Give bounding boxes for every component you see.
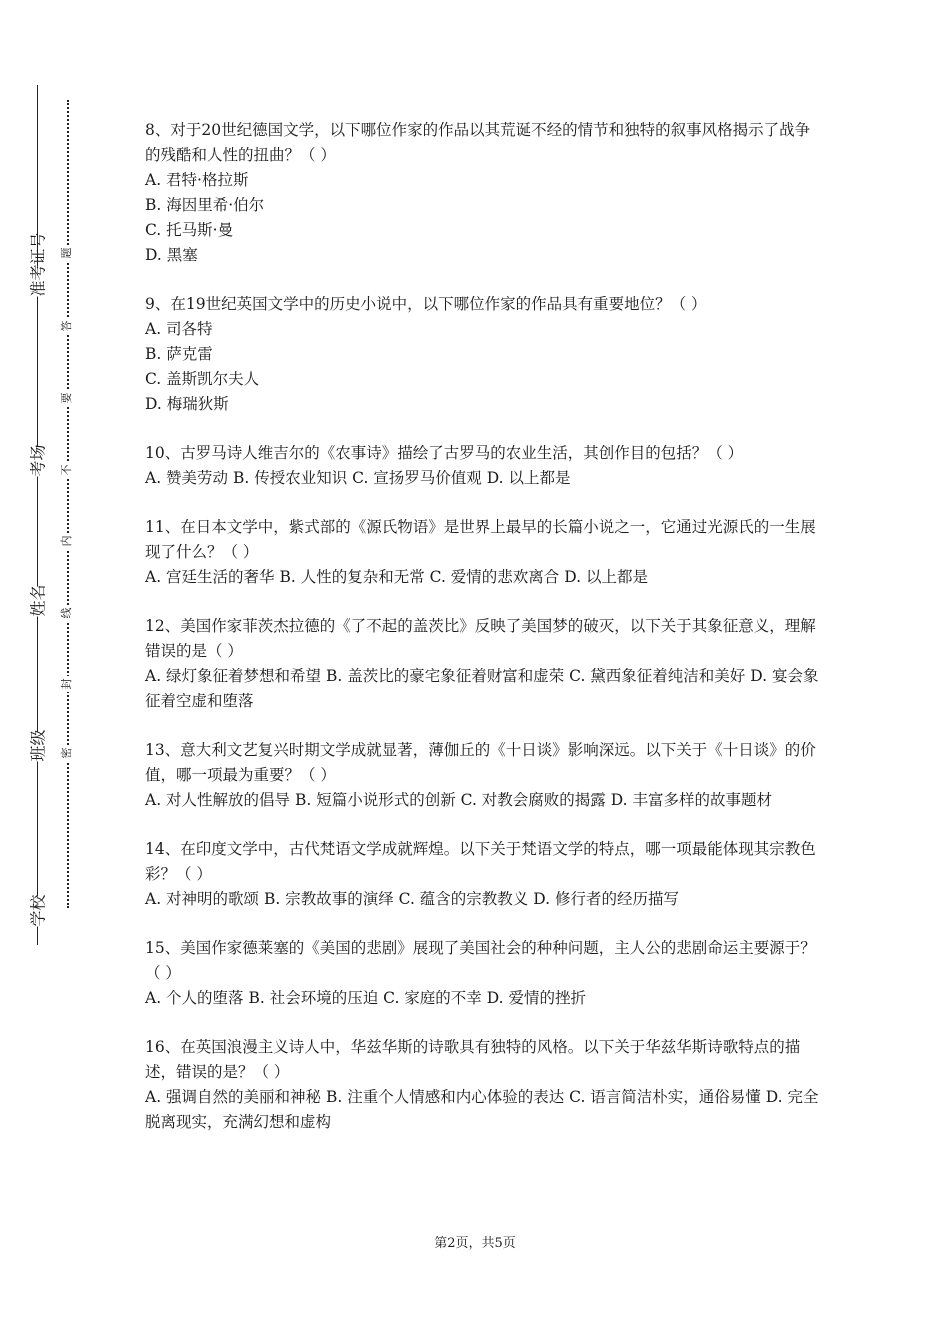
question-stem: 13、意大利文艺复兴时期文学成就显著，薄伽丘的《十日谈》影响深远。以下关于《十日谈》的价值，哪一项最为重要？（ ）	[145, 741, 816, 784]
seal-char: 内	[59, 533, 75, 549]
seal-char: 线	[59, 605, 75, 621]
seal-char: 要	[59, 390, 75, 406]
binding-line-dotted	[67, 100, 69, 908]
question-14	[145, 837, 820, 912]
question-options: A. 对人性解放的倡导 B. 短篇小说形式的创新 C. 对教会腐败的揭露 D. 丰富多样的故事题材	[145, 791, 772, 809]
question-stem: 14、在印度文学中，古代梵语文学成就辉煌。以下关于梵语文学的特点，哪一项最能体现其宗教色彩？（ ）	[145, 840, 816, 883]
question-list	[145, 118, 820, 1159]
name-label: 姓名	[26, 587, 49, 617]
question-15	[145, 936, 820, 1011]
seal-char: 不	[59, 462, 75, 478]
question-stem: 10、古罗马诗人维吉尔的《农事诗》描绘了古罗马的农业生活，其创作目的包括？（ ）	[145, 444, 744, 462]
question-options: A. 强调自然的美丽和神秘 B. 注重个人情感和内心体验的表达 C. 语言简洁朴实，通俗易懂 D. 完全脱离现实，充满幻想和虚构	[145, 1088, 819, 1131]
question-options: A. 对神明的歌颂 B. 宗教故事的演绎 C. 蕴含的宗教教义 D. 修行者的经历描写	[145, 890, 679, 908]
option-a: A. 君特·格拉斯	[145, 171, 249, 189]
option-a: A. 司各特	[145, 320, 213, 338]
question-10	[145, 441, 820, 491]
seal-char: 答	[59, 318, 75, 334]
option-b: B. 海因里希·伯尔	[145, 196, 265, 214]
question-9	[145, 292, 820, 417]
question-stem: 12、美国作家菲茨杰拉德的《了不起的盖茨比》反映了美国梦的破灭，以下关于其象征意义，理解错误的是（ ）	[145, 617, 816, 660]
seal-char: 密	[59, 745, 75, 761]
exam-number-label: 准考证号	[26, 267, 49, 297]
seal-char: 题	[59, 245, 75, 261]
binding-line-solid	[37, 85, 38, 945]
question-stem: 16、在英国浪漫主义诗人中，华兹华斯的诗歌具有独特的风格。以下关于华兹华斯诗歌特点的描述，错误的是？（ ）	[145, 1038, 801, 1081]
question-stem: 8、对于20世纪德国文学，以下哪位作家的作品以其荒诞不经的情节和独特的叙事风格揭示了战争的残酷和人性的扭曲？（ ）	[145, 121, 811, 164]
seal-char: 封	[59, 676, 75, 692]
question-stem: 15、美国作家德莱塞的《美国的悲剧》展现了美国社会的种种问题，主人公的悲剧命运主要源于？（ ）	[145, 939, 816, 982]
option-d: D. 黑塞	[145, 246, 198, 264]
question-options: A. 赞美劳动 B. 传授农业知识 C. 宣扬罗马价值观 D. 以上都是	[145, 469, 571, 487]
exam-room-label: 考场	[26, 447, 49, 477]
question-13	[145, 738, 820, 813]
question-11	[145, 515, 820, 590]
question-options: A. 绿灯象征着梦想和希望 B. 盖茨比的豪宅象征着财富和虚荣 C. 黛西象征着纯洁和美好 D. 宴会象征着空虚和堕落	[145, 667, 819, 710]
question-16	[145, 1035, 820, 1135]
question-12	[145, 614, 820, 714]
school-label: 学校	[26, 897, 49, 927]
class-label: 班级	[26, 732, 49, 762]
question-stem: 9、在19世纪英国文学中的历史小说中，以下哪位作家的作品具有重要地位？（ ）	[145, 295, 707, 313]
page-number: 第2页，共5页	[434, 1236, 516, 1251]
question-8	[145, 118, 820, 268]
question-options: A. 宫廷生活的奢华 B. 人性的复杂和无常 C. 爱情的悲欢离合 D. 以上都是	[145, 568, 648, 586]
option-c: C. 托马斯·曼	[145, 221, 234, 239]
option-b: B. 萨克雷	[145, 345, 213, 363]
question-stem: 11、在日本文学中，紫式部的《源氏物语》是世界上最早的长篇小说之一，它通过光源氏的一生展现了什么？（ ）	[145, 518, 816, 561]
question-options: A. 个人的堕落 B. 社会环境的压迫 C. 家庭的不幸 D. 爱情的挫折	[145, 989, 586, 1007]
option-d: D. 梅瑞狄斯	[145, 395, 229, 413]
option-c: C. 盖斯凯尔夫人	[145, 370, 260, 388]
